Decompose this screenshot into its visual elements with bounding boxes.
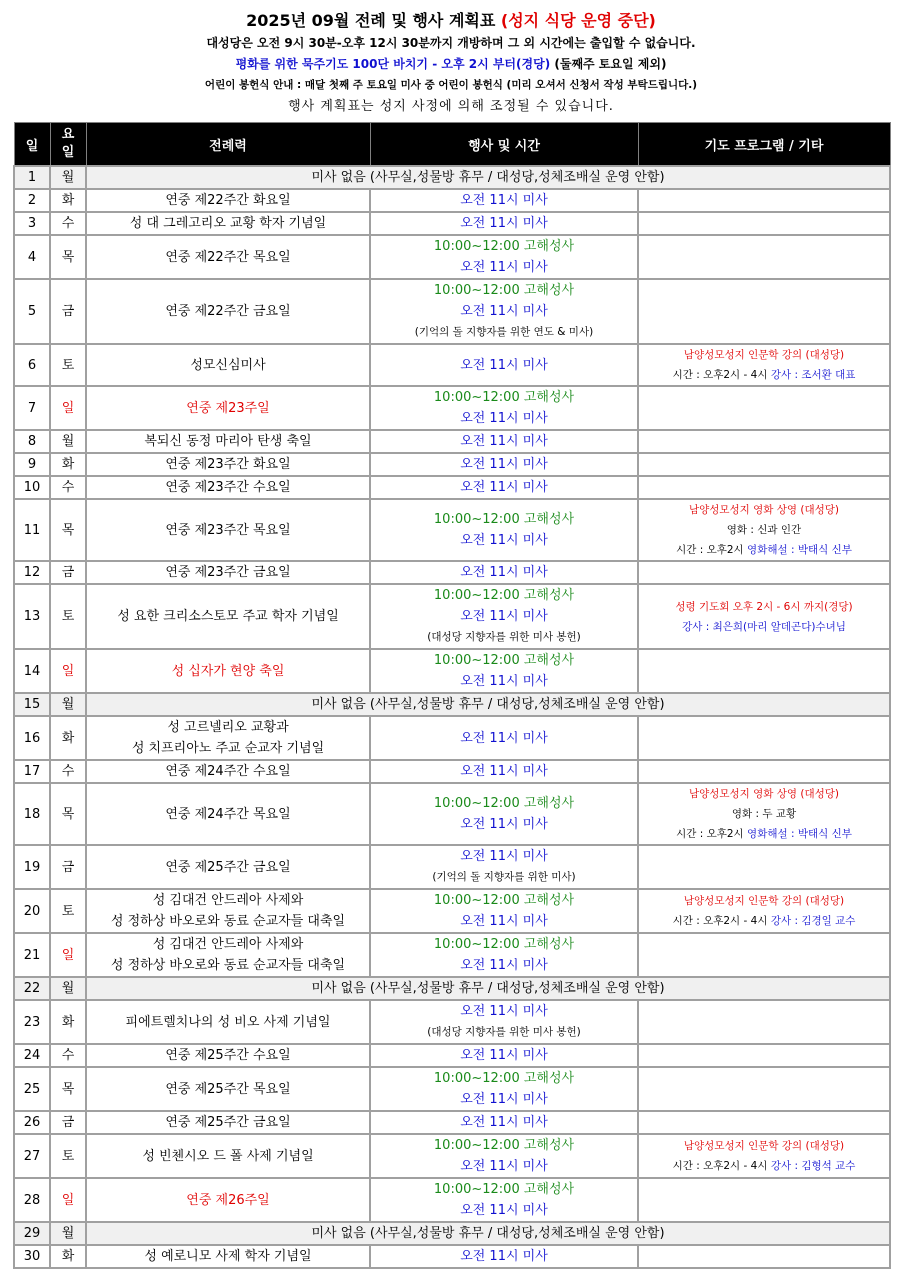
- day-cell: 22: [14, 977, 50, 1000]
- day-cell: 3: [14, 212, 50, 235]
- table-row: [14, 1222, 890, 1245]
- program-cell: [638, 783, 890, 845]
- liturgy-cell: [86, 430, 370, 453]
- event-cell: [370, 561, 638, 584]
- event-cell: [370, 1134, 638, 1178]
- weekday-cell: 금: [50, 845, 86, 889]
- liturgy-line: 연중 제25주간 목요일: [165, 1081, 291, 1097]
- child-offering-notice: 어린이 봉헌식 안내 : 매달 첫째 주 토요일 미사 중 어린이 봉헌식 (미리 오셔서 신청서 작성 부탁드립니다.): [204, 79, 698, 91]
- event-cell: [370, 235, 638, 279]
- weekday-cell: 금: [50, 279, 86, 344]
- program-line: [639, 345, 889, 365]
- table-row: [14, 344, 890, 386]
- liturgy-line: 연중 제23주간 금요일: [165, 565, 291, 580]
- rosary-notice-main: 평화를 위한 묵주기도 100단 바치기 - 오후 2시 부터(경당): [235, 57, 551, 71]
- program-cell: [638, 344, 890, 386]
- program-cell: [638, 649, 890, 693]
- col-header-liturgy: 전례력: [86, 123, 370, 167]
- liturgy-cell: [86, 584, 370, 649]
- col-header-events: 행사 및 시간: [370, 123, 638, 167]
- table-row: [14, 386, 890, 430]
- program-line: [639, 911, 889, 931]
- table-row: [14, 476, 890, 499]
- program-text: 시간 : 오후2시 - 4시: [672, 1160, 771, 1172]
- liturgy-cell: [86, 1134, 370, 1178]
- weekday-cell: 일: [50, 386, 86, 430]
- liturgy-cell: [86, 1245, 370, 1268]
- program-text: 시간 : 오후2시: [676, 544, 748, 556]
- program-text: 강사 : 조서환 대표: [770, 369, 856, 381]
- day-cell: 17: [14, 760, 50, 783]
- program-cell: [638, 1044, 890, 1067]
- day-cell: 29: [14, 1222, 50, 1245]
- event-line: 오전 11시 미사: [460, 764, 548, 779]
- liturgy-line: 성 김대건 안드레아 사제와: [152, 893, 304, 908]
- weekday-cell: 화: [50, 1245, 86, 1268]
- event-cell: [370, 845, 638, 889]
- day-cell: 25: [14, 1067, 50, 1111]
- program-text: 영화 : 두 교황: [731, 808, 797, 820]
- weekday-cell: 목: [50, 235, 86, 279]
- program-text: 남양성모성지 영화 상영 (대성당): [688, 788, 840, 800]
- day-cell: 28: [14, 1178, 50, 1222]
- table-row: [14, 430, 890, 453]
- event-line: 10:00~12:00 고해성사: [433, 893, 575, 908]
- liturgy-line: 성 고르넬리오 교황과: [167, 720, 289, 735]
- program-line: [639, 1136, 889, 1156]
- title-notice: (성지 식당 운영 중단): [500, 11, 656, 30]
- liturgy-line: 연중 제24주간 목요일: [165, 806, 291, 822]
- event-line: 오전 11시 미사: [460, 533, 548, 548]
- event-line: 10:00~12:00 고해성사: [433, 390, 575, 405]
- program-text: 강사 : 최은희(마리 알데곤다)수녀님: [682, 620, 846, 633]
- event-line: 10:00~12:00 고해성사: [433, 239, 575, 254]
- col-header-weekday-label: 요일: [61, 127, 75, 160]
- event-cell: [370, 386, 638, 430]
- program-cell: [638, 279, 890, 344]
- event-line: 오전 11시 미사: [460, 480, 548, 495]
- event-line: 오전 11시 미사: [460, 1203, 548, 1218]
- liturgy-line: 연중 제25주간 금요일: [165, 1115, 291, 1130]
- table-row: [14, 889, 890, 933]
- no-mass-cell: 미사 없음 (사무실,성물방 휴무 / 대성당,성체조배실 운영 안함): [86, 166, 890, 189]
- event-line: (기억의 돌 지향자를 위한 미사): [432, 871, 576, 883]
- program-line: [639, 891, 889, 911]
- day-cell: 2: [14, 189, 50, 212]
- liturgy-line: 연중 제25주간 금요일: [165, 859, 291, 875]
- program-line: [639, 784, 889, 804]
- program-line: [639, 804, 889, 824]
- day-cell: 26: [14, 1111, 50, 1134]
- event-line: 오전 11시 미사: [460, 730, 548, 746]
- weekday-cell: 목: [50, 499, 86, 561]
- liturgy-line: 성 치프리아노 주교 순교자 기념일: [131, 741, 325, 756]
- weekday-cell: 화: [50, 716, 86, 760]
- event-line: 10:00~12:00 고해성사: [433, 283, 575, 298]
- no-mass-cell: 미사 없음 (사무실,성물방 휴무 / 대성당,성체조배실 운영 안함): [86, 1222, 890, 1245]
- weekday-cell: 월: [50, 1222, 86, 1245]
- program-cell: [638, 1111, 890, 1134]
- liturgy-line: 성 정하상 바오로와 동료 순교자들 대축일: [110, 914, 346, 929]
- weekday-cell: 월: [50, 430, 86, 453]
- col-header-day: 일: [14, 123, 50, 167]
- table-row: [14, 279, 890, 344]
- program-line: [639, 520, 889, 540]
- liturgy-cell: [86, 1000, 370, 1044]
- program-text: 성령 기도회 오후 2시 - 6시 까지(경당): [675, 600, 853, 613]
- program-cell: [638, 476, 890, 499]
- event-cell: [370, 476, 638, 499]
- liturgy-cell: [86, 453, 370, 476]
- liturgy-line: 연중 제25주간 수요일: [165, 1048, 291, 1063]
- weekday-cell: 월: [50, 166, 86, 189]
- table-row: [14, 166, 890, 189]
- program-line: [639, 824, 889, 844]
- day-cell: 7: [14, 386, 50, 430]
- event-line: 10:00~12:00 고해성사: [433, 1138, 575, 1153]
- weekday-cell: 금: [50, 1111, 86, 1134]
- liturgy-line: 성 십자가 현양 축일: [171, 663, 285, 679]
- program-cell: [638, 760, 890, 783]
- event-line: 오전 11시 미사: [460, 565, 548, 580]
- liturgy-line: 연중 제22주간 목요일: [165, 249, 291, 265]
- event-line: 오전 11시 미사: [460, 434, 548, 449]
- liturgy-line: 연중 제23주간 수요일: [165, 480, 291, 495]
- liturgy-cell: [86, 649, 370, 693]
- day-cell: 8: [14, 430, 50, 453]
- program-cell: [638, 561, 890, 584]
- event-line: 10:00~12:00 고해성사: [433, 796, 575, 811]
- program-cell: [638, 1178, 890, 1222]
- day-cell: 18: [14, 783, 50, 845]
- program-text: 시간 : 오후2시 - 4시: [672, 369, 771, 381]
- liturgy-line: 성 예로니모 사제 학자 기념일: [144, 1249, 312, 1264]
- program-text: 남양성모성지 인문학 강의 (대성당): [683, 349, 845, 361]
- day-cell: 10: [14, 476, 50, 499]
- table-row: [14, 1245, 890, 1268]
- program-text: 시간 : 오후2시: [676, 828, 748, 840]
- program-cell: [638, 584, 890, 649]
- event-line: (대성당 지향자를 위한 미사 봉헌): [427, 1026, 581, 1038]
- liturgy-cell: [86, 499, 370, 561]
- program-cell: [638, 1134, 890, 1178]
- program-cell: [638, 1000, 890, 1044]
- liturgy-cell: [86, 561, 370, 584]
- opening-hours-notice: 대성당은 오전 9시 30분-오후 12시 30분까지 개방하며 그 외 시간에는 출입할 수 없습니다.: [206, 36, 696, 50]
- weekday-cell: 토: [50, 584, 86, 649]
- liturgy-line: 연중 제22주간 금요일: [165, 304, 291, 319]
- weekday-cell: 일: [50, 649, 86, 693]
- weekday-cell: 목: [50, 783, 86, 845]
- weekday-cell: 화: [50, 453, 86, 476]
- weekday-cell: 화: [50, 1000, 86, 1044]
- liturgy-line: 연중 제23주간 화요일: [165, 457, 291, 472]
- page-title: [0, 9, 902, 33]
- day-cell: 19: [14, 845, 50, 889]
- event-line: 오전 11시 미사: [460, 357, 548, 373]
- event-line: 10:00~12:00 고해성사: [433, 1071, 575, 1086]
- event-cell: [370, 584, 638, 649]
- table-row: [14, 453, 890, 476]
- program-cell: [638, 1067, 890, 1111]
- event-line: 오전 11시 미사: [460, 674, 548, 689]
- day-cell: 12: [14, 561, 50, 584]
- program-text: 남양성모성지 영화 상영 (대성당): [688, 504, 840, 516]
- event-line: 오전 11시 미사: [460, 260, 548, 275]
- event-line: 오전 11시 미사: [460, 1115, 548, 1130]
- day-cell: 16: [14, 716, 50, 760]
- event-cell: [370, 453, 638, 476]
- table-row: [14, 1044, 890, 1067]
- schedule-adjust-notice: 행사 계획표는 성지 사정에 의해 조정될 수 있습니다.: [288, 99, 614, 114]
- event-line: 오전 11시 미사: [460, 914, 548, 929]
- table-row: [14, 783, 890, 845]
- event-line: 오전 11시 미사: [460, 1249, 548, 1264]
- day-cell: 30: [14, 1245, 50, 1268]
- event-cell: [370, 783, 638, 845]
- event-line: 오전 11시 미사: [460, 958, 548, 973]
- day-cell: 14: [14, 649, 50, 693]
- event-line: 10:00~12:00 고해성사: [433, 1182, 575, 1197]
- program-line: [639, 617, 889, 637]
- event-line: 오전 11시 미사: [460, 411, 548, 426]
- program-text: 영화 : 신과 인간: [726, 524, 802, 536]
- day-cell: 21: [14, 933, 50, 977]
- rosary-notice-exception: (둘째주 토요일 제외): [550, 57, 667, 71]
- table-row: [14, 561, 890, 584]
- program-cell: [638, 453, 890, 476]
- event-cell: [370, 1067, 638, 1111]
- liturgy-line: 피에트렐치나의 성 비오 사제 기념일: [125, 1014, 331, 1030]
- liturgy-line: 연중 제26주일: [186, 1192, 270, 1208]
- program-text: 영화해설 : 박태식 신부: [747, 544, 852, 556]
- weekday-cell: 수: [50, 1044, 86, 1067]
- liturgy-line: 성 정하상 바오로와 동료 순교자들 대축일: [110, 958, 346, 973]
- day-cell: 27: [14, 1134, 50, 1178]
- program-text: 남양성모성지 인문학 강의 (대성당): [683, 895, 845, 907]
- table-row: [14, 1067, 890, 1111]
- table-row: [14, 760, 890, 783]
- liturgy-line: 성 요한 크리소스토모 주교 학자 기념일: [117, 609, 339, 624]
- col-header-weekday: [50, 123, 86, 167]
- col-header-program: 기도 프로그램 / 기타: [638, 123, 890, 167]
- program-cell: [638, 845, 890, 889]
- weekday-cell: 수: [50, 212, 86, 235]
- weekday-cell: 수: [50, 760, 86, 783]
- event-line: 오전 11시 미사: [460, 457, 548, 472]
- liturgy-cell: [86, 386, 370, 430]
- event-line: 10:00~12:00 고해성사: [433, 512, 575, 527]
- liturgy-line: 연중 제24주간 수요일: [165, 764, 291, 779]
- program-cell: [638, 235, 890, 279]
- table-row: [14, 845, 890, 889]
- event-line: (대성당 지향자를 위한 미사 봉헌): [427, 631, 581, 643]
- event-line: 오전 11시 미사: [460, 1048, 548, 1063]
- event-cell: [370, 499, 638, 561]
- table-row: [14, 584, 890, 649]
- no-mass-cell: 미사 없음 (사무실,성물방 휴무 / 대성당,성체조배실 운영 안함): [86, 693, 890, 716]
- weekday-cell: 금: [50, 561, 86, 584]
- program-text: 강사 : 김경일 교수: [770, 915, 856, 927]
- day-cell: 11: [14, 499, 50, 561]
- event-cell: [370, 212, 638, 235]
- event-cell: [370, 344, 638, 386]
- day-cell: 1: [14, 166, 50, 189]
- liturgy-cell: [86, 1044, 370, 1067]
- event-cell: [370, 189, 638, 212]
- table-row: [14, 189, 890, 212]
- rosary-notice: [0, 54, 902, 75]
- event-cell: [370, 1000, 638, 1044]
- event-line: 10:00~12:00 고해성사: [433, 937, 575, 952]
- weekday-cell: 월: [50, 977, 86, 1000]
- event-cell: [370, 933, 638, 977]
- program-line: [639, 597, 889, 617]
- weekday-cell: 토: [50, 344, 86, 386]
- event-line: 오전 11시 미사: [460, 1004, 548, 1019]
- table-row: [14, 693, 890, 716]
- event-cell: [370, 760, 638, 783]
- program-cell: [638, 499, 890, 561]
- table-row: [14, 235, 890, 279]
- weekday-cell: 월: [50, 693, 86, 716]
- day-cell: 20: [14, 889, 50, 933]
- program-line: [639, 365, 889, 385]
- program-text: 남양성모성지 인문학 강의 (대성당): [683, 1140, 845, 1152]
- liturgy-cell: [86, 212, 370, 235]
- table-row: [14, 212, 890, 235]
- program-cell: [638, 212, 890, 235]
- weekday-cell: 수: [50, 476, 86, 499]
- liturgy-cell: [86, 189, 370, 212]
- event-line: (기억의 돌 지향자를 위한 연도 & 미사): [414, 326, 594, 338]
- event-cell: [370, 1178, 638, 1222]
- event-cell: [370, 1245, 638, 1268]
- liturgy-cell: [86, 1111, 370, 1134]
- event-line: 오전 11시 미사: [460, 304, 548, 319]
- program-text: 영화해설 : 박태식 신부: [747, 828, 852, 840]
- event-line: 오전 11시 미사: [460, 1159, 548, 1174]
- program-cell: [638, 1245, 890, 1268]
- day-cell: 15: [14, 693, 50, 716]
- liturgy-line: 연중 제22주간 화요일: [165, 193, 291, 208]
- page-header: [0, 9, 902, 117]
- event-cell: [370, 1111, 638, 1134]
- weekday-cell: 토: [50, 1134, 86, 1178]
- program-cell: [638, 386, 890, 430]
- event-cell: [370, 649, 638, 693]
- liturgy-cell: [86, 344, 370, 386]
- program-cell: [638, 430, 890, 453]
- liturgy-line: 성 대 그레고리오 교황 학자 기념일: [129, 216, 327, 231]
- liturgy-line: 연중 제23주간 목요일: [165, 522, 291, 538]
- liturgy-line: 성 김대건 안드레아 사제와: [152, 937, 304, 952]
- day-cell: 23: [14, 1000, 50, 1044]
- liturgy-cell: [86, 279, 370, 344]
- event-cell: [370, 430, 638, 453]
- weekday-cell: 일: [50, 933, 86, 977]
- program-line: [639, 1156, 889, 1176]
- program-cell: [638, 889, 890, 933]
- program-cell: [638, 716, 890, 760]
- liturgy-cell: [86, 476, 370, 499]
- event-cell: [370, 279, 638, 344]
- table-row: [14, 649, 890, 693]
- liturgy-line: 성 빈첸시오 드 폴 사제 기념일: [142, 1148, 314, 1164]
- liturgy-line: 성모신심미사: [190, 357, 266, 373]
- day-cell: 5: [14, 279, 50, 344]
- liturgy-cell: [86, 783, 370, 845]
- liturgy-cell: [86, 933, 370, 977]
- liturgy-cell: [86, 716, 370, 760]
- event-line: 오전 11시 미사: [460, 817, 548, 832]
- weekday-cell: 토: [50, 889, 86, 933]
- day-cell: 9: [14, 453, 50, 476]
- liturgy-cell: [86, 889, 370, 933]
- program-text: 시간 : 오후2시 - 4시: [672, 915, 771, 927]
- event-line: 오전 11시 미사: [460, 1092, 548, 1107]
- program-cell: [638, 933, 890, 977]
- day-cell: 13: [14, 584, 50, 649]
- program-text: 강사 : 김형석 교수: [770, 1160, 856, 1172]
- liturgy-cell: [86, 1067, 370, 1111]
- weekday-cell: 화: [50, 189, 86, 212]
- event-line: 10:00~12:00 고해성사: [433, 588, 575, 603]
- day-cell: 24: [14, 1044, 50, 1067]
- event-line: 오전 11시 미사: [460, 609, 548, 624]
- weekday-cell: 일: [50, 1178, 86, 1222]
- event-line: 10:00~12:00 고해성사: [433, 653, 575, 668]
- day-cell: 6: [14, 344, 50, 386]
- table-row: [14, 1111, 890, 1134]
- liturgy-cell: [86, 235, 370, 279]
- table-row: [14, 1178, 890, 1222]
- table-row: [14, 933, 890, 977]
- liturgy-line: 복되신 동정 마리아 탄생 축일: [144, 434, 312, 449]
- event-line: 오전 11시 미사: [460, 193, 548, 208]
- event-cell: [370, 889, 638, 933]
- title-main: 2025년 09월 전례 및 행사 계획표: [246, 11, 501, 30]
- liturgy-cell: [86, 760, 370, 783]
- table-row: [14, 716, 890, 760]
- day-cell: 4: [14, 235, 50, 279]
- liturgy-cell: [86, 845, 370, 889]
- event-line: 오전 11시 미사: [460, 216, 548, 231]
- liturgy-line: 연중 제23주일: [186, 400, 270, 416]
- event-cell: [370, 716, 638, 760]
- event-cell: [370, 1044, 638, 1067]
- table-header-row: [14, 123, 890, 167]
- no-mass-cell: 미사 없음 (사무실,성물방 휴무 / 대성당,성체조배실 운영 안함): [86, 977, 890, 1000]
- table-row: [14, 1134, 890, 1178]
- event-line: 오전 11시 미사: [460, 849, 548, 864]
- liturgy-cell: [86, 1178, 370, 1222]
- program-cell: [638, 189, 890, 212]
- table-row: [14, 977, 890, 1000]
- program-line: [639, 500, 889, 520]
- table-row: [14, 1000, 890, 1044]
- schedule-table: [13, 122, 891, 1269]
- program-line: [639, 540, 889, 560]
- table-row: [14, 499, 890, 561]
- weekday-cell: 목: [50, 1067, 86, 1111]
